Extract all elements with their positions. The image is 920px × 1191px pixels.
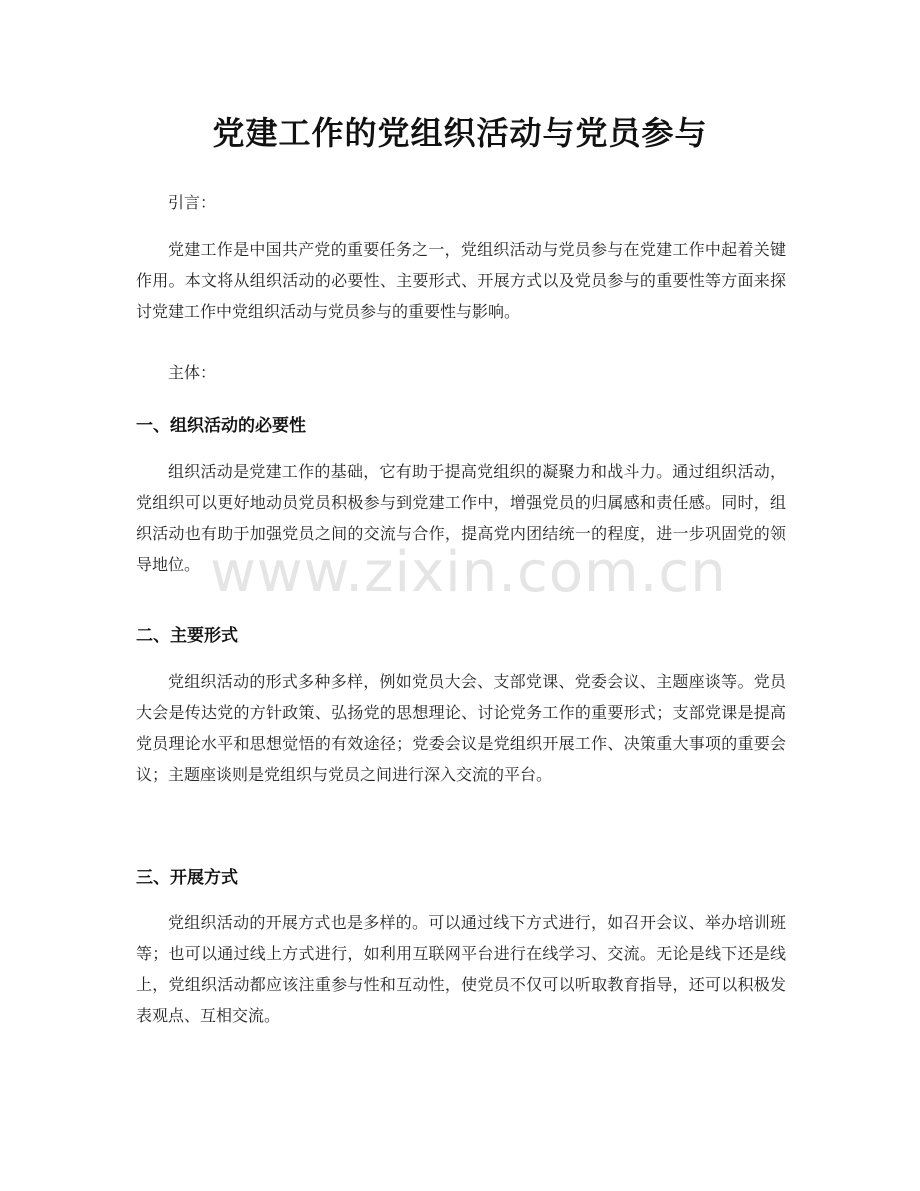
section-3-heading: 三、开展方式 <box>136 868 238 888</box>
intro-label: 引言： <box>168 193 217 212</box>
document-title: 党建工作的党组织活动与党员参与 <box>212 114 708 152</box>
section-1-heading: 一、组织活动的必要性 <box>136 416 306 436</box>
intro-paragraph: 党建工作是中国共产党的重要任务之一，党组织活动与党员参与在党建工作中起着关键作用。本文将从组织活动的必要性、主要形式、开展方式以及党员参与的重要性等方面来探讨党建工作中党组织活动与党员参与的重要性与影响。 <box>136 240 786 321</box>
watermark-text: www.zixin.com.cn <box>210 540 727 605</box>
section-3-paragraph: 党组织活动的开展方式也是多样的。可以通过线下方式进行，如召开会议、举办培训班等；也可以通过线上方式进行，如利用互联网平台进行在线学习、交流。无论是线下还是线上，党组织活动都应该注重参与性和互动性，使党员不仅可以听取教育指导，还可以积极发表观点、互相交流。 <box>136 913 786 1025</box>
body-label: 主体： <box>168 363 217 382</box>
section-2-paragraph: 党组织活动的形式多种多样，例如党员大会、支部党课、党委会议、主题座谈等。党员大会是传达党的方针政策、弘扬党的思想理论、讨论党务工作的重要形式；支部党课是提高党员理论水平和思想觉悟的有效途径；党委会议是党组织开展工作、决策重大事项的重要会议；主题座谈则是党组织与党员之间进行深入交流的平台。 <box>136 672 786 784</box>
section-1-paragraph: 组织活动是党建工作的基础，它有助于提高党组织的凝聚力和战斗力。通过组织活动，党组织可以更好地动员党员积极参与到党建工作中，增强党员的归属感和责任感。同时，组织活动也有助于加强党员之间的交流与合作，提高党内团结统一的程度，进一步巩固党的领导地位。 <box>136 462 786 574</box>
section-2-heading: 二、主要形式 <box>136 626 238 646</box>
